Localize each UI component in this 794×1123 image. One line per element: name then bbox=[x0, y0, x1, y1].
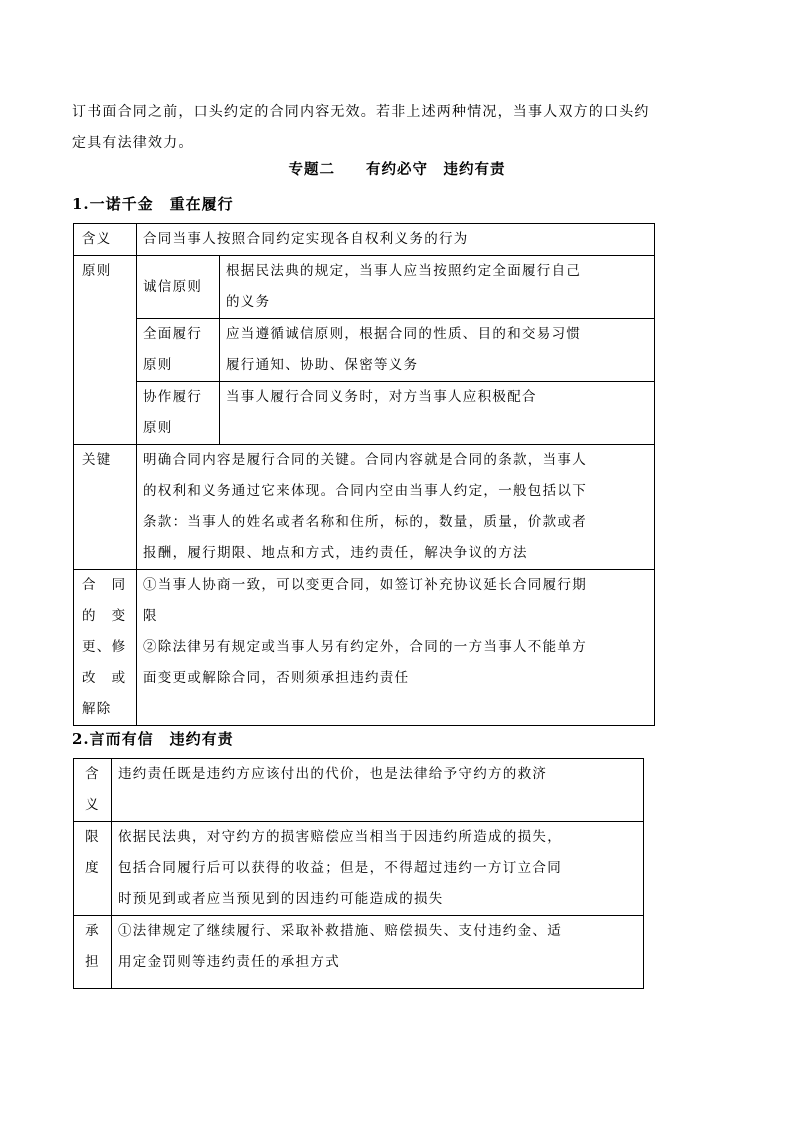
intro-line-2: 定具有法律效力。 bbox=[72, 135, 194, 151]
principle-text-cooperation: 当事人履行合同义务时，对方当事人应积极配合 bbox=[220, 382, 655, 445]
row-liability-meaning bbox=[74, 759, 644, 822]
liability-table bbox=[73, 758, 644, 989]
principle-name-integrity: 诚信原则 bbox=[137, 256, 220, 319]
fulfillment-table bbox=[73, 223, 655, 726]
row-limit bbox=[74, 822, 644, 916]
limit-text: 依据民法典，对守约方的损害赔偿应当相当于因违约所造成的损失， 包括合同履行后可以获得的收益；但是，不得超过违约一方订立合同 时预见到或者应当预见到的因违约可能造成的损失 bbox=[112, 822, 644, 916]
change-text: ①当事人协商一致，可以变更合同，如签订补充协议延长合同履行期 限 ②除法律另有规定或当事人另有约定外，合同的一方当事人不能单方 面变更或解除合同，否则须承担违约责任 bbox=[137, 570, 655, 726]
meaning-text: 合同当事人按照合同约定实现各自权利义务的行为 bbox=[137, 224, 655, 256]
label-key: 关键 bbox=[74, 445, 137, 570]
principle-name-cooperation: 协作履行 原则 bbox=[137, 382, 220, 445]
row-principle-cooperation bbox=[74, 382, 655, 445]
label-liability-meaning: 含 义 bbox=[74, 759, 112, 822]
row-bear bbox=[74, 916, 644, 989]
key-text: 明确合同内容是履行合同的关键。合同内容就是合同的条款，当事人 的权利和义务通过它来体现。合同内空由当事人约定，一般包括以下 条款：当事人的姓名或者名称和住所，标的，数量，质量，价款或者 报酬，履行期限、地点和方式，违约责任，解决争议的方法 bbox=[137, 445, 655, 570]
section-1-heading: 1.一诺千金 重在履行 bbox=[72, 195, 234, 213]
label-limit: 限 度 bbox=[74, 822, 112, 916]
principle-name-full: 全面履行 原则 bbox=[137, 319, 220, 382]
section-2-heading: 2.言而有信 违约有责 bbox=[72, 730, 234, 748]
bear-text: ①法律规定了继续履行、采取补救措施、赔偿损失、支付违约金、适 用定金罚则等违约责任的承担方式 bbox=[112, 916, 644, 989]
row-key bbox=[74, 445, 655, 570]
principle-text-integrity: 根据民法典的规定，当事人应当按照约定全面履行自己 的义务 bbox=[220, 256, 655, 319]
intro-line-1: 订书面合同之前，口头约定的合同内容无效。若非上述两种情况，当事人双方的口头约 bbox=[72, 104, 650, 120]
row-change bbox=[74, 570, 655, 726]
label-change: 合 同 的 变 更、修 改 或 解除 bbox=[74, 570, 137, 726]
row-principle-full bbox=[74, 319, 655, 382]
label-meaning: 含义 bbox=[74, 224, 137, 256]
row-meaning bbox=[74, 224, 655, 256]
topic-title: 专题二 有约必守 违约有责 bbox=[288, 161, 506, 178]
label-bear: 承 担 bbox=[74, 916, 112, 989]
liability-meaning-text: 违约责任既是违约方应该付出的代价，也是法律给予守约方的救济 bbox=[112, 759, 644, 822]
row-principle-integrity bbox=[74, 256, 655, 319]
label-principle: 原则 bbox=[74, 256, 137, 445]
principle-text-full: 应当遵循诚信原则，根据合同的性质、目的和交易习惯 履行通知、协助、保密等义务 bbox=[220, 319, 655, 382]
